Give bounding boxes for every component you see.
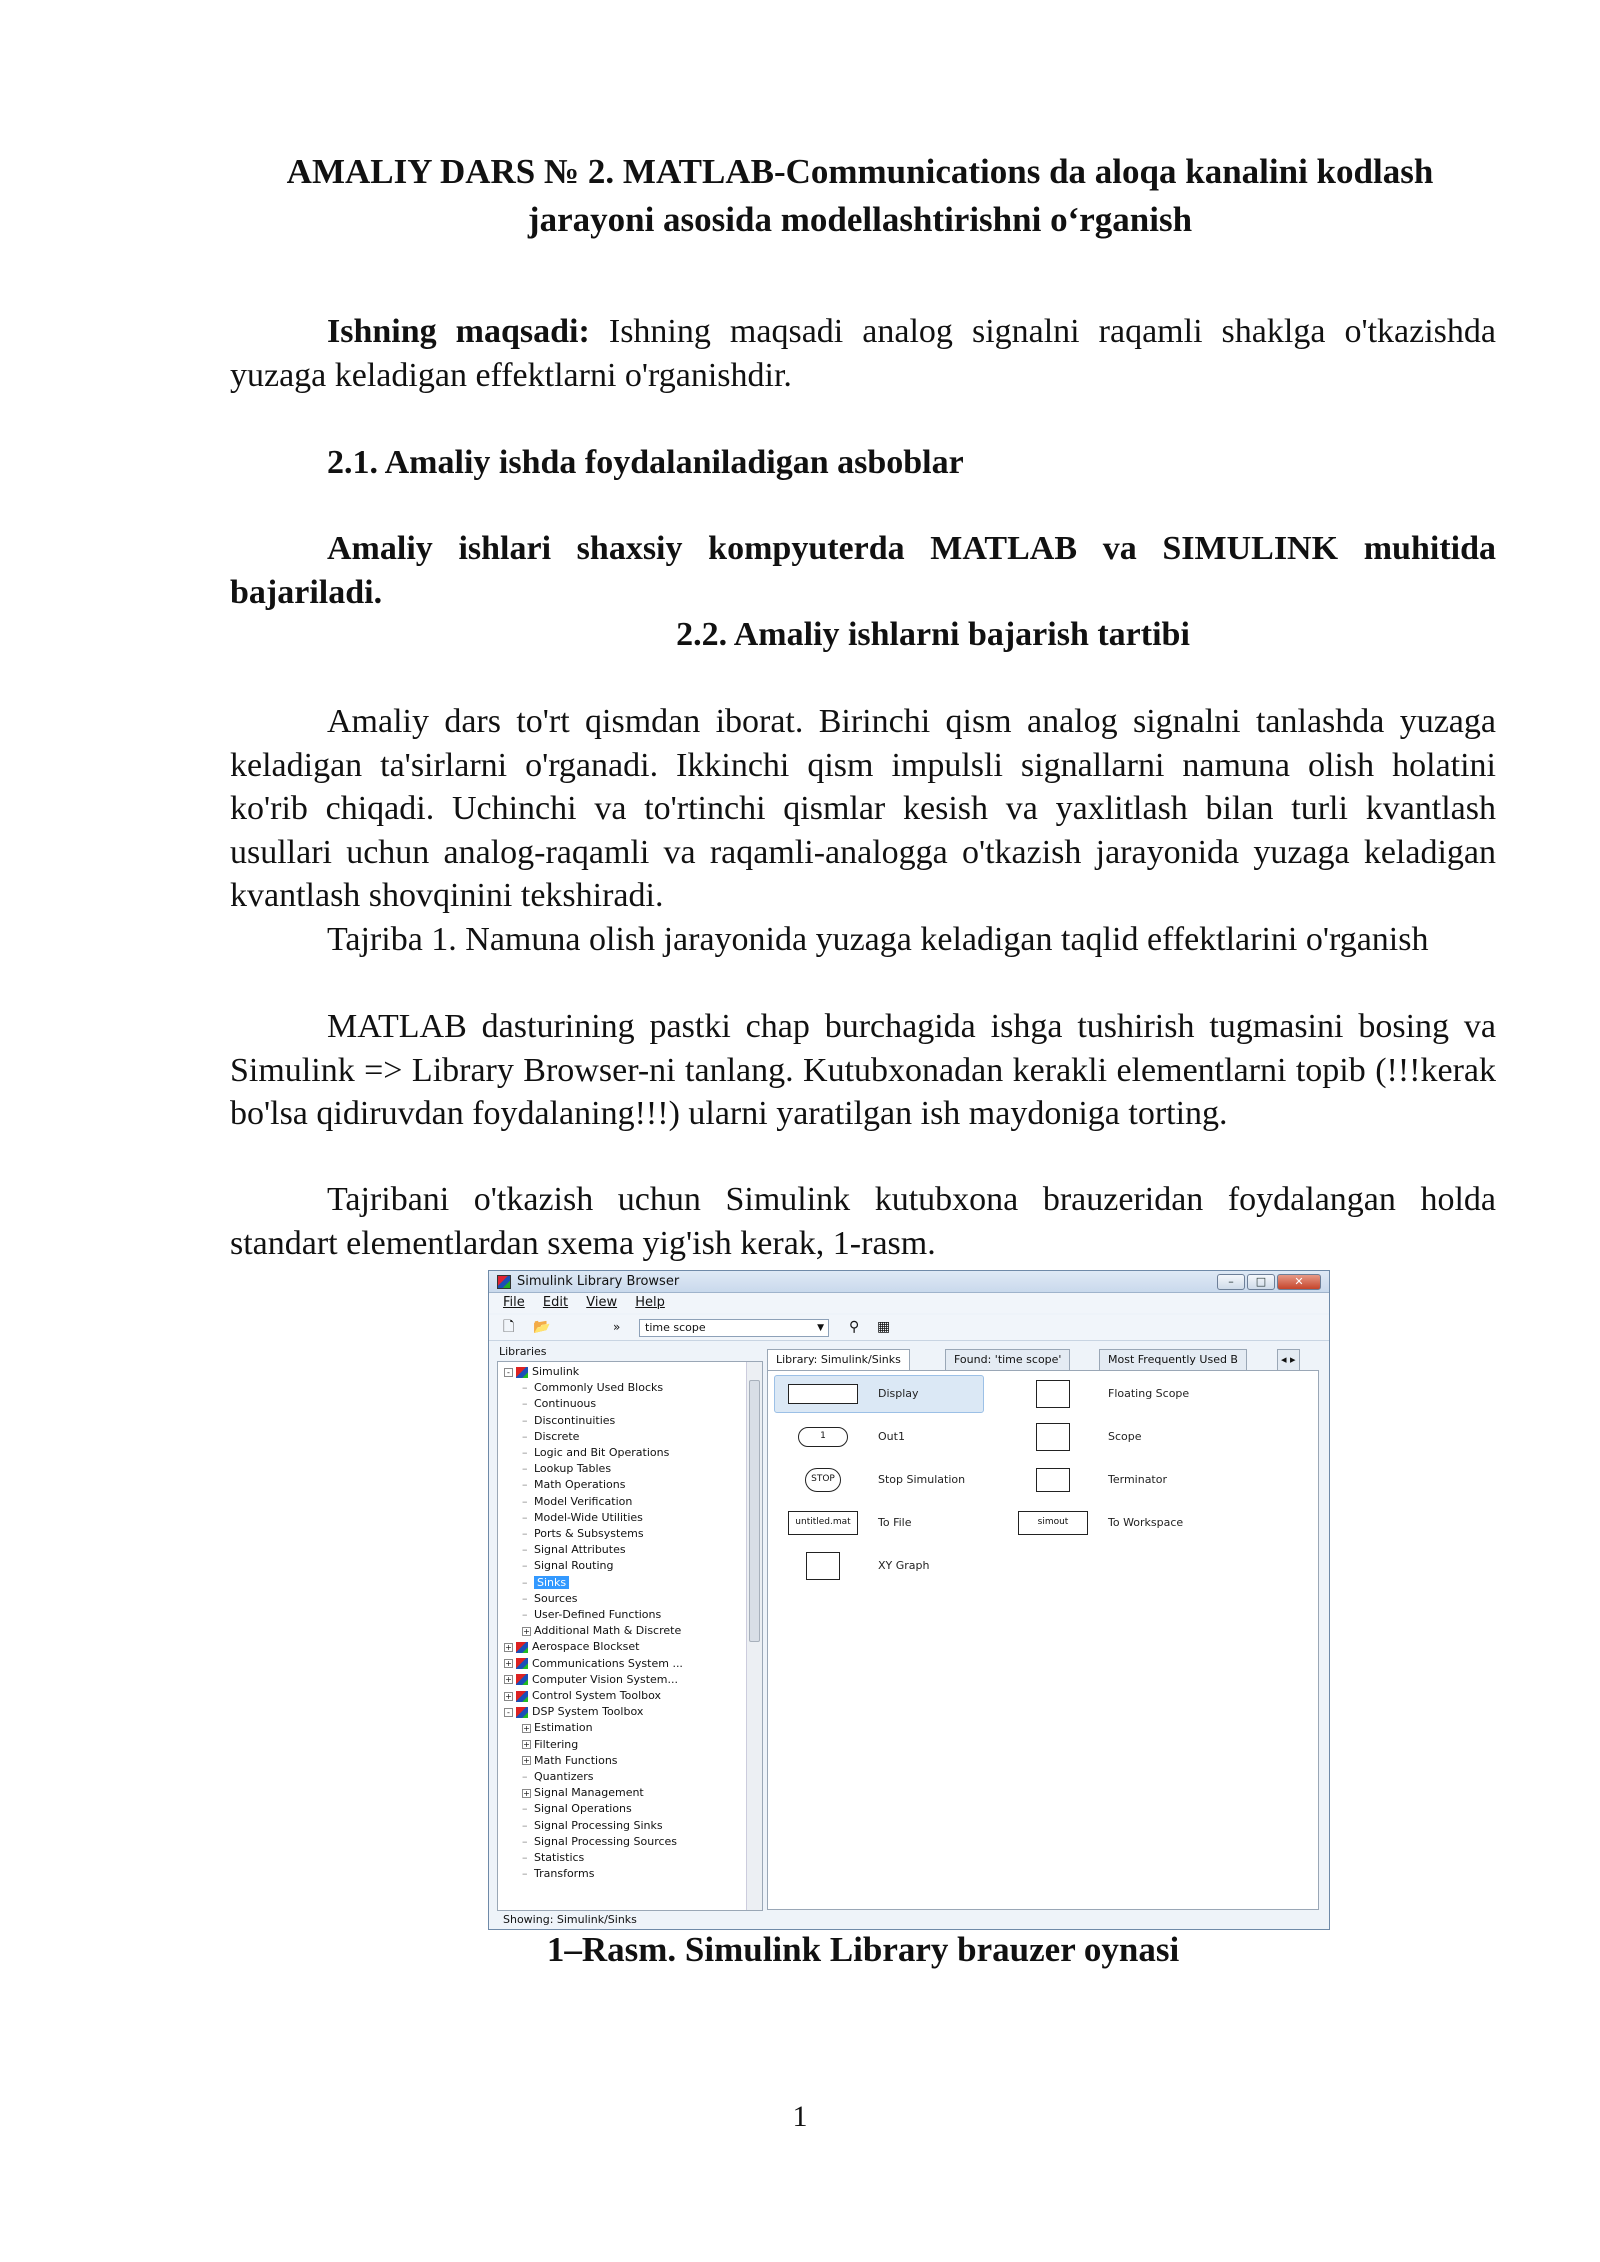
aim-paragraph xyxy=(230,310,1496,397)
tree-item-label: Sinks xyxy=(534,1576,569,1589)
tree-item-label: Model Verification xyxy=(534,1494,633,1508)
tree-connector: – xyxy=(522,1381,528,1395)
tree-connector: – xyxy=(522,1867,528,1881)
tree-connector: – xyxy=(522,1478,528,1492)
tree-connector: – xyxy=(522,1494,528,1508)
paragraph-1: Amaliy dars to'rt qismdan iborat. Birinchi qism analog signalni tanlashda yuzaga keladigan ta'sirlarni o'rganadi. Ikkinchi qism impulsli signallarni namuna olish holatini ko'rib chiqadi. Uchinchi va to'rtinchi qismlar kesish va yaxlitlash bilan turli kvantlash usullari uchun analog-raqamli va raqamli-analogga o'tkazish jarayonida yuzaga keladigan kvantlash shovqinini tekshiradi. xyxy=(230,703,1496,914)
tree-item-label: Signal Processing Sources xyxy=(534,1834,678,1848)
library-tree xyxy=(497,1361,763,1911)
block-icon[interactable]: untitled.mat xyxy=(788,1511,858,1535)
open-folder-icon[interactable]: 📂 xyxy=(533,1319,551,1335)
tab-library-sinks[interactable]: Library: Simulink/Sinks xyxy=(767,1349,910,1371)
tree-scrollbar[interactable] xyxy=(746,1362,762,1910)
tree-item[interactable] xyxy=(522,1461,611,1477)
binoculars-icon[interactable]: ⚲ xyxy=(849,1319,860,1335)
library-tabs xyxy=(767,1349,1319,1371)
collapse-icon[interactable]: - xyxy=(504,1708,513,1717)
library-icon xyxy=(516,1707,528,1718)
paragraph-3: MATLAB dasturining pastki chap burchagida ishga tushirish tugmasini bosing va Simulink => Library Browser-ni tanlang. Kutubxonadan kerakli elementlarni topib (!!!kerak bo'lsa qidiruvdan foydalaning!!!) ularni yaratilgan ish maydoniga torting. xyxy=(230,1008,1496,1132)
status-bar: Showing: Simulink/Sinks xyxy=(503,1913,637,1926)
minimize-button[interactable]: – xyxy=(1217,1274,1245,1290)
library-icon xyxy=(516,1642,528,1653)
paragraph-4: Tajribani o'tkazish uchun Simulink kutubxona brauzeridan foydalangan holda standart elementlardan sxema yig'ish kerak, 1-rasm. xyxy=(230,1181,1496,1262)
tree-item[interactable] xyxy=(522,1558,613,1574)
block-icon[interactable] xyxy=(1036,1423,1070,1451)
block-label: Floating Scope xyxy=(1108,1387,1190,1400)
search-input[interactable] xyxy=(639,1319,829,1337)
block-icon[interactable]: simout xyxy=(1018,1511,1088,1535)
close-button[interactable]: ✕ xyxy=(1277,1274,1321,1290)
menu-file[interactable]: File xyxy=(503,1295,525,1310)
page-number: 1 xyxy=(792,2100,808,2133)
tree-item[interactable] xyxy=(522,1720,593,1736)
tree-item[interactable] xyxy=(522,1494,632,1510)
block-icon[interactable] xyxy=(806,1552,840,1580)
expand-icon[interactable]: + xyxy=(505,1642,512,1652)
tree-item-label: Signal Management xyxy=(534,1786,644,1800)
window-title: Simulink Library Browser xyxy=(517,1274,680,1289)
tree-item-label: Ports & Subsystems xyxy=(534,1527,644,1540)
menu-help[interactable]: Help xyxy=(635,1295,665,1310)
tree-item[interactable] xyxy=(522,1607,661,1623)
tree-item[interactable] xyxy=(522,1737,578,1753)
window-titlebar xyxy=(489,1271,1329,1293)
tree-item[interactable] xyxy=(522,1575,569,1591)
expand-icon[interactable]: + xyxy=(523,1740,530,1750)
chevron-more-icon[interactable]: » xyxy=(613,1320,621,1334)
tree-item-label: Signal Attributes xyxy=(534,1543,626,1557)
block-label: To Workspace xyxy=(1108,1516,1184,1529)
tree-item-label: Signal Routing xyxy=(534,1559,614,1573)
block-label: Scope xyxy=(1108,1430,1142,1443)
library-icon xyxy=(516,1658,528,1669)
tree-connector: – xyxy=(522,1397,528,1411)
page-title xyxy=(230,148,1490,244)
tree-item[interactable] xyxy=(504,1688,661,1704)
block-label: Stop Simulation xyxy=(878,1473,966,1486)
tree-connector: – xyxy=(522,1543,528,1557)
tree-connector: – xyxy=(522,1413,528,1427)
tree-item-label: Communications System ... xyxy=(532,1656,683,1670)
tree-item-label: Math Operations xyxy=(534,1478,626,1492)
block-label: Out1 xyxy=(878,1430,905,1443)
tree-connector: – xyxy=(522,1575,528,1589)
tree-item-label: Discrete xyxy=(534,1429,580,1443)
library-properties-icon[interactable]: ▦ xyxy=(877,1319,891,1335)
tree-item-label: Continuous xyxy=(534,1397,597,1411)
block-label: To File xyxy=(878,1516,912,1529)
tree-item[interactable] xyxy=(522,1445,669,1461)
search-value: time scope xyxy=(645,1321,706,1334)
new-model-icon[interactable]: 🗋 xyxy=(503,1319,515,1335)
tree-item-label: Statistics xyxy=(534,1851,585,1864)
tab-found-time-scope[interactable]: Found: 'time scope' xyxy=(945,1349,1070,1371)
tree-connector: – xyxy=(522,1429,528,1443)
block-icon[interactable]: STOP xyxy=(805,1468,841,1492)
tree-item-label: Computer Vision System... xyxy=(532,1672,679,1686)
maximize-button[interactable]: □ xyxy=(1247,1274,1275,1290)
tree-connector: – xyxy=(522,1527,528,1540)
tab-scroll-arrows[interactable]: ◂ ▸ xyxy=(1277,1349,1300,1371)
block-pane xyxy=(767,1370,1319,1910)
tree-item-label: Simulink xyxy=(532,1365,580,1378)
tree-item[interactable] xyxy=(522,1591,578,1607)
tree-item[interactable] xyxy=(522,1785,644,1801)
tools-paragraph: Amaliy ishlari shaxsiy kompyuterda MATLAB va SIMULINK muhitida bajariladi. xyxy=(230,530,1496,611)
aim-text: Ishning maqsadi analog signalni raqamli shaklga o'tkazishda yuzaga keladigan effektlarni o'rganishdir. xyxy=(230,313,1496,394)
tree-item-label: Estimation xyxy=(534,1721,593,1735)
tree-item-label: Lookup Tables xyxy=(534,1462,612,1476)
tree-item-label: DSP System Toolbox xyxy=(532,1705,644,1719)
dropdown-arrow-icon[interactable]: ▼ xyxy=(817,1323,824,1333)
tab-most-frequently-used[interactable]: Most Frequently Used B xyxy=(1099,1349,1247,1371)
library-icon xyxy=(516,1674,528,1685)
tree-item-label: Signal Processing Sinks xyxy=(534,1818,663,1832)
tree-connector: – xyxy=(522,1446,528,1459)
library-icon xyxy=(516,1691,528,1702)
tree-item-label: Quantizers xyxy=(534,1770,594,1783)
block-icon[interactable]: 1 xyxy=(798,1427,848,1447)
tree-item[interactable] xyxy=(522,1850,584,1866)
figure-caption: 1–Rasm. Simulink Library brauzer oynasi xyxy=(546,1930,1180,1969)
tree-scroll-thumb[interactable] xyxy=(749,1380,760,1642)
tree-item-label: Sources xyxy=(534,1591,578,1605)
toolbar xyxy=(489,1315,1329,1341)
block-label: Display xyxy=(878,1387,919,1400)
expand-icon[interactable]: + xyxy=(523,1788,530,1798)
tree-item[interactable] xyxy=(522,1769,594,1785)
aim-label: Ishning maqsadi: xyxy=(327,313,590,350)
expand-icon[interactable]: + xyxy=(505,1675,512,1685)
tree-item[interactable] xyxy=(522,1510,643,1526)
tree-connector: – xyxy=(522,1462,528,1476)
tree-item-label: Transforms xyxy=(534,1867,595,1881)
tree-connector: – xyxy=(522,1834,528,1848)
tree-item[interactable] xyxy=(522,1623,681,1639)
tree-item-label: Commonly Used Blocks xyxy=(534,1381,664,1395)
tree-item[interactable] xyxy=(522,1526,644,1542)
tree-item[interactable] xyxy=(522,1753,618,1769)
tree-item[interactable] xyxy=(522,1396,596,1412)
section-2-1-heading: 2.1. Amaliy ishda foydalaniladigan asboblar xyxy=(327,444,964,481)
tree-connector: – xyxy=(522,1559,528,1573)
expand-icon[interactable]: + xyxy=(505,1659,512,1669)
tree-item-label: Filtering xyxy=(534,1737,579,1751)
tree-connector: – xyxy=(522,1770,528,1783)
tree-item[interactable] xyxy=(522,1413,615,1429)
tree-item[interactable] xyxy=(504,1639,639,1655)
menu-edit[interactable]: Edit xyxy=(542,1295,569,1310)
title-line-2: jarayoni asosida modellashtirishni o‘rganish xyxy=(527,200,1193,239)
block-icon[interactable] xyxy=(1036,1468,1070,1492)
expand-icon[interactable]: + xyxy=(523,1626,530,1636)
tree-item-label: Control System Toolbox xyxy=(532,1689,662,1702)
tree-item[interactable] xyxy=(522,1477,626,1493)
expand-icon[interactable]: + xyxy=(523,1723,530,1733)
tree-item[interactable] xyxy=(522,1801,632,1817)
tree-connector: – xyxy=(522,1802,528,1816)
tree-item-label: Signal Operations xyxy=(534,1802,632,1816)
tree-connector: – xyxy=(522,1818,528,1832)
block-label: Terminator xyxy=(1108,1473,1167,1486)
tree-connector: – xyxy=(522,1851,528,1864)
expand-icon[interactable]: + xyxy=(505,1691,512,1701)
tree-item-label: Model-Wide Utilities xyxy=(534,1510,643,1524)
tree-connector: – xyxy=(522,1510,528,1524)
block-icon[interactable] xyxy=(1036,1380,1070,1408)
menu-view[interactable]: View xyxy=(586,1295,618,1310)
tree-item[interactable] xyxy=(522,1834,677,1850)
tree-item[interactable] xyxy=(504,1704,643,1720)
simulink-library-browser-window xyxy=(488,1270,1330,1930)
block-icon[interactable] xyxy=(788,1384,858,1404)
block-label: XY Graph xyxy=(878,1559,930,1572)
tree-item[interactable] xyxy=(522,1429,579,1445)
tree-item[interactable] xyxy=(522,1380,663,1396)
simulink-logo-icon xyxy=(497,1275,511,1289)
tree-item-label: User-Defined Functions xyxy=(534,1608,662,1621)
paragraph-2: Tajriba 1. Namuna olish jarayonida yuzaga keladigan taqlid effektlarini o'rganish xyxy=(327,921,1429,958)
tree-connector: – xyxy=(522,1591,528,1605)
tree-item[interactable] xyxy=(504,1656,683,1672)
tree-item-label: Discontinuities xyxy=(534,1413,616,1427)
tree-item-label: Math Functions xyxy=(534,1753,618,1767)
library-icon xyxy=(516,1367,528,1378)
expand-icon[interactable]: + xyxy=(523,1756,530,1766)
tree-connector: – xyxy=(522,1608,528,1621)
collapse-icon[interactable]: - xyxy=(504,1368,513,1377)
tree-item[interactable] xyxy=(504,1672,678,1688)
section-2-2-heading: 2.2. Amaliy ishlarni bajarish tartibi xyxy=(676,616,1190,653)
tree-item[interactable] xyxy=(522,1818,663,1834)
tree-item-label: Additional Math & Discrete xyxy=(534,1624,682,1638)
menu-bar xyxy=(489,1293,1329,1313)
title-line-1: AMALIY DARS № 2. MATLAB-Communications da aloqa kanalini kodlash xyxy=(286,152,1434,191)
tree-item-label: Aerospace Blockset xyxy=(532,1640,640,1654)
tree-item[interactable] xyxy=(504,1364,579,1380)
libraries-header: Libraries xyxy=(499,1345,547,1358)
tree-item[interactable] xyxy=(522,1866,594,1882)
tree-item[interactable] xyxy=(522,1542,626,1558)
tree-item-label: Logic and Bit Operations xyxy=(534,1446,670,1459)
